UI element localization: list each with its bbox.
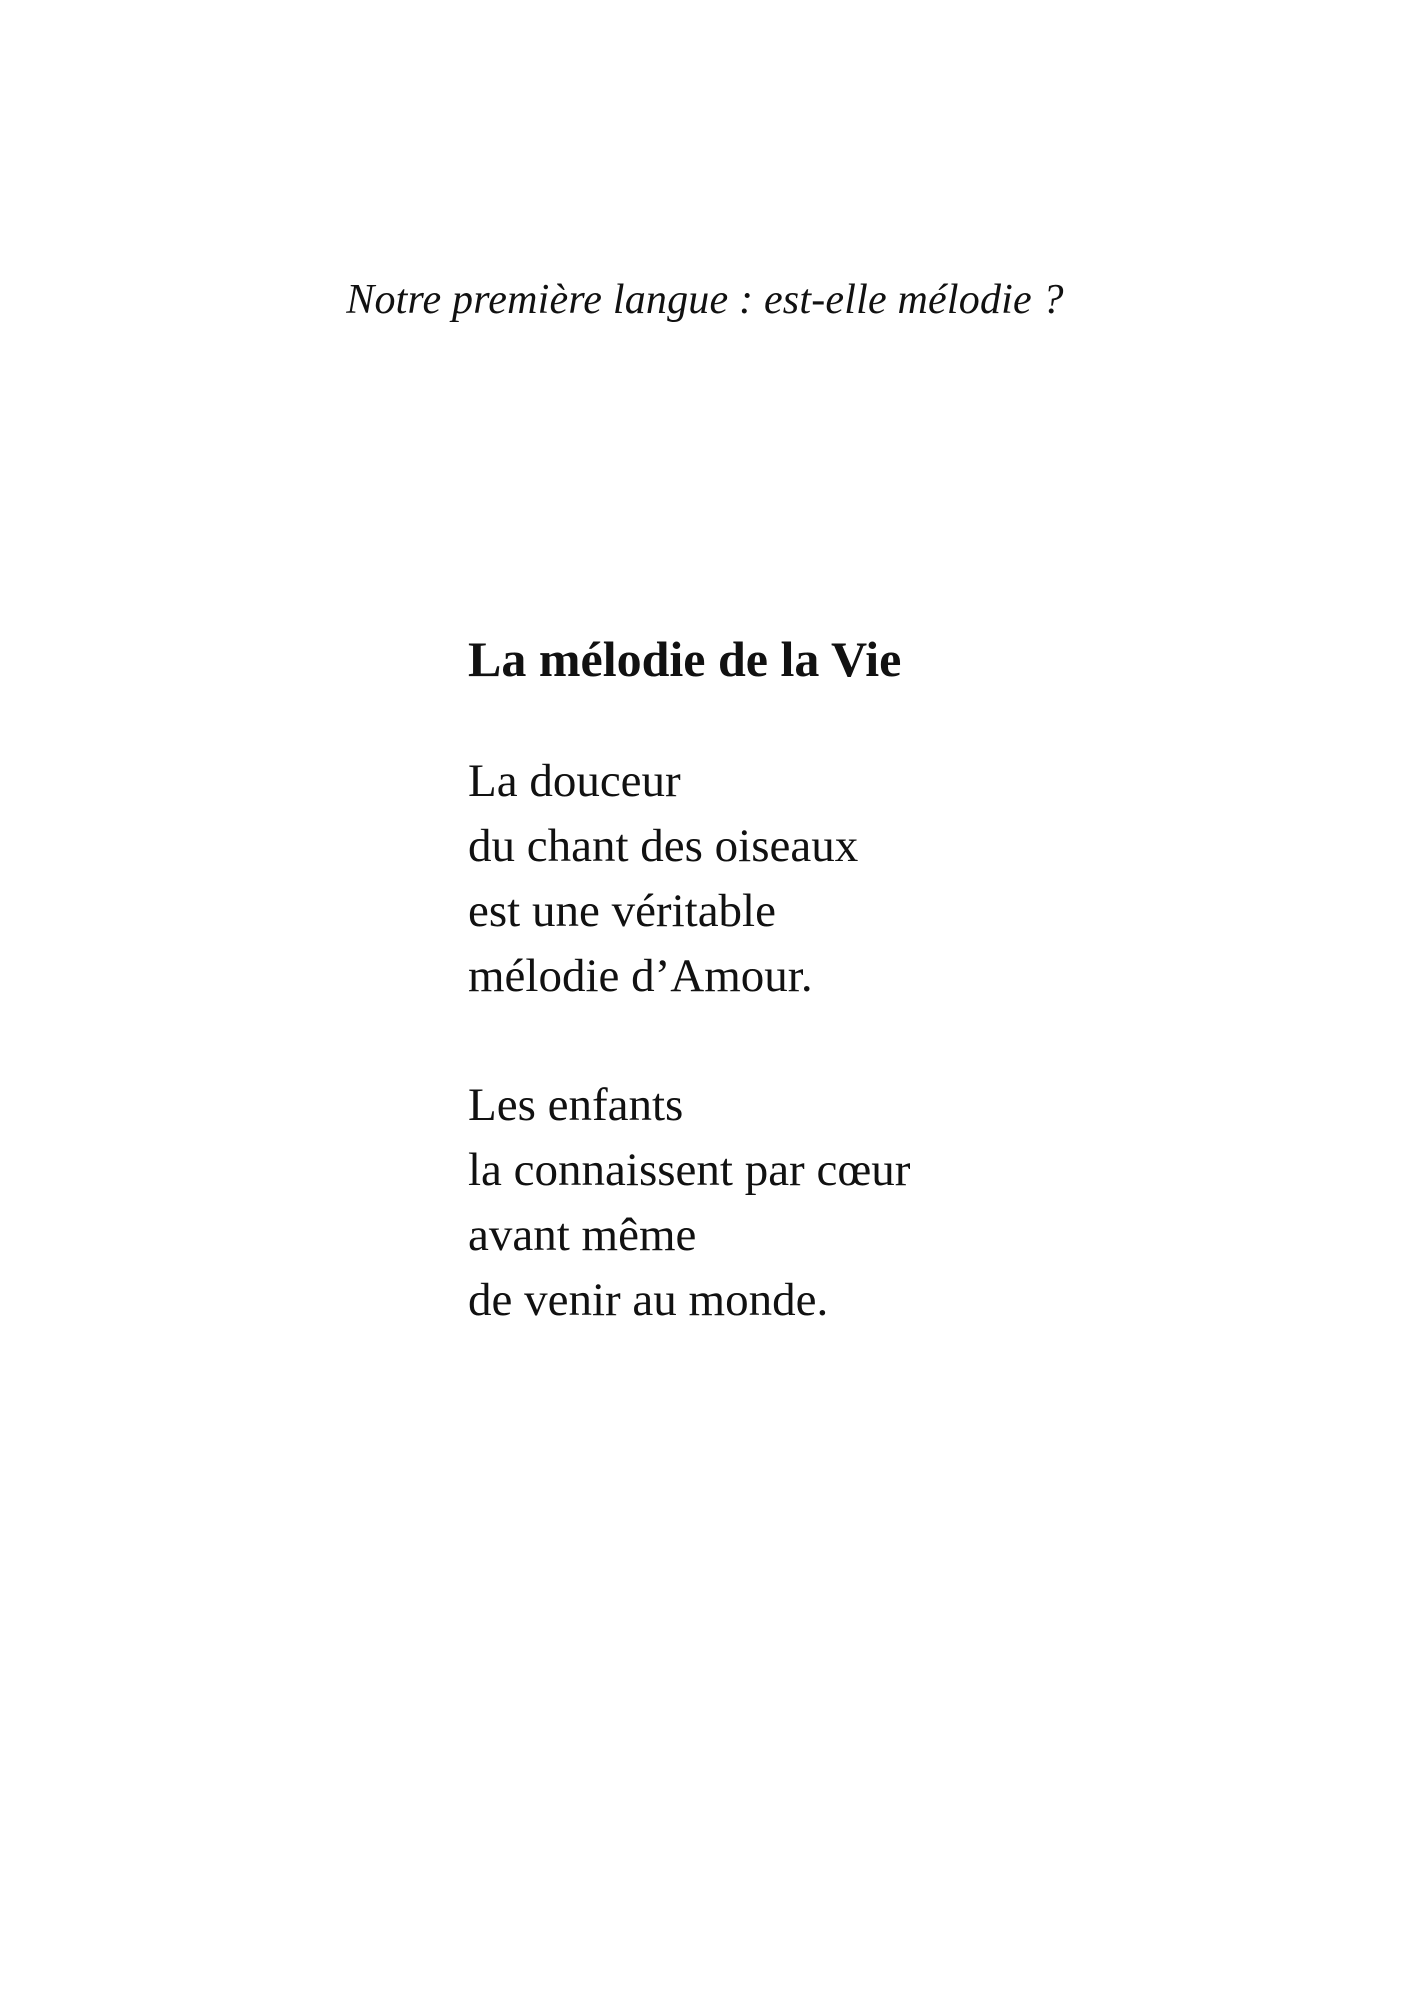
verse-line: la connaissent par cœur <box>468 1144 911 1196</box>
poem-title: La mélodie de la Vie <box>468 631 902 687</box>
verse-line: du chant des oiseaux <box>468 820 859 872</box>
verse-line: La douceur <box>468 755 681 807</box>
verse-line: est une véritable <box>468 885 776 937</box>
verse-line: de venir au monde. <box>468 1274 829 1326</box>
verse-line: mélodie d’Amour. <box>468 950 813 1002</box>
stanza-2 <box>468 1073 1228 1333</box>
stanza-1 <box>468 749 1228 1009</box>
running-header: Notre première langue : est-elle mélodie ? <box>346 277 1064 323</box>
verse-line: Les enfants <box>468 1079 684 1131</box>
verse-line: avant même <box>468 1209 697 1261</box>
poem <box>468 628 1228 1397</box>
